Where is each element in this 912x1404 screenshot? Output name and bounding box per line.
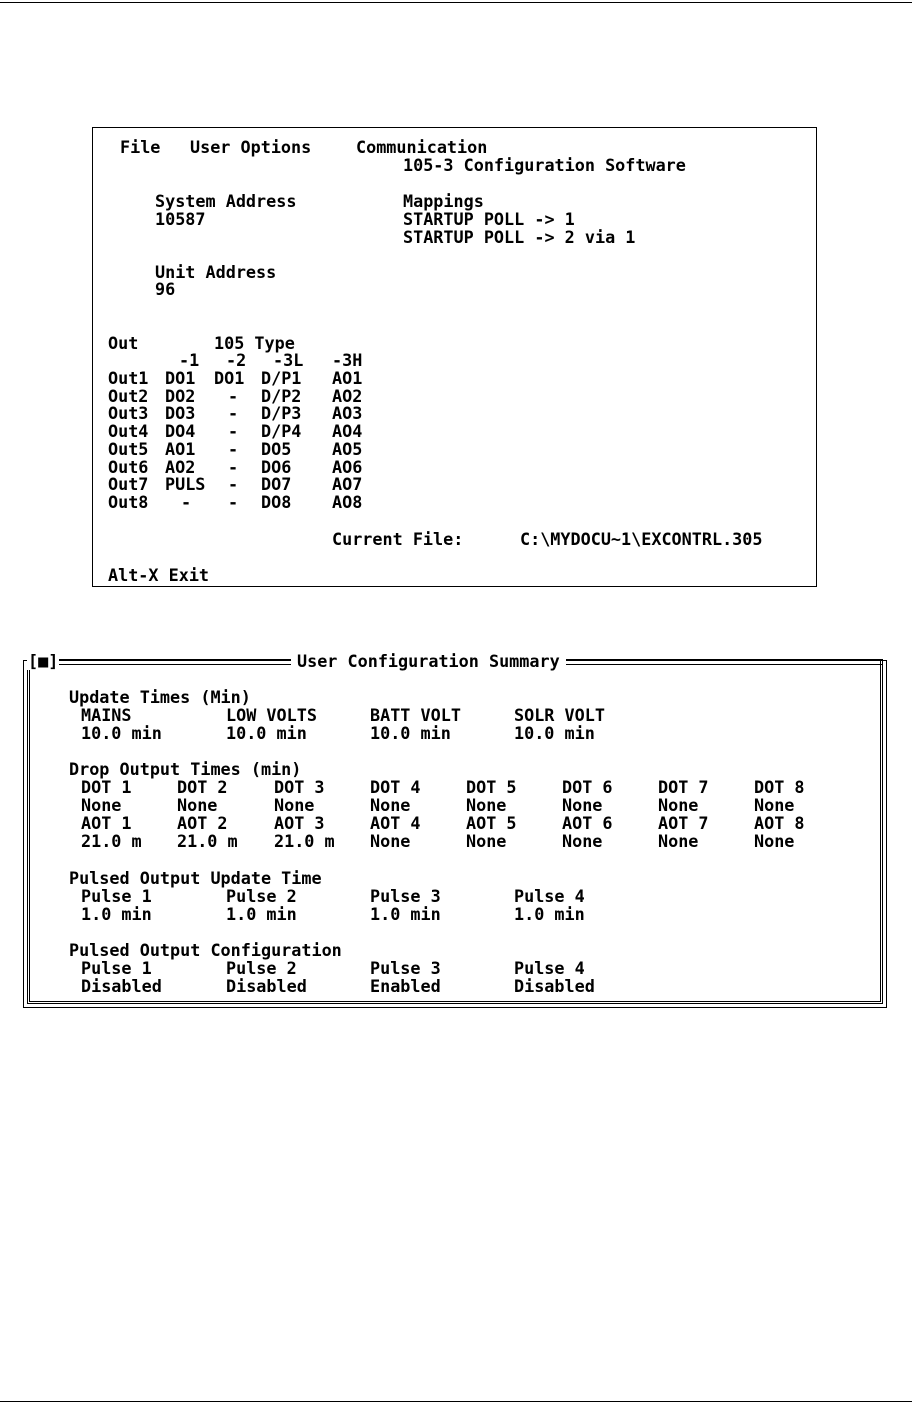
- summary-label: DOT 1: [81, 777, 132, 797]
- summary-value: None: [370, 831, 411, 851]
- out-row-label: Out7: [108, 474, 149, 495]
- summary-value: None: [562, 795, 603, 815]
- type-cell: AO7: [332, 474, 363, 495]
- summary-value: None: [466, 831, 507, 851]
- bottom-rule: [0, 1401, 912, 1402]
- out-row-label: Out5: [108, 438, 149, 459]
- summary-label: BATT VOLT: [370, 705, 461, 725]
- summary-value: 21.0 m: [81, 831, 142, 851]
- summary-label: AOT 7: [658, 813, 709, 833]
- type-cell: AO3: [332, 403, 363, 424]
- type-cell: -: [228, 456, 239, 477]
- summary-label: SOLR VOLT: [514, 705, 605, 725]
- summary-value: 1.0 min: [226, 904, 297, 924]
- type-cell: D/P3: [261, 403, 302, 424]
- type-cell: DO7: [261, 474, 292, 495]
- type-cell: AO2: [165, 456, 196, 477]
- summary-label: LOW VOLTS: [226, 705, 317, 725]
- summary-label: Pulse 4: [514, 958, 585, 978]
- summary-value: None: [562, 831, 603, 851]
- type-cell: -: [228, 421, 239, 442]
- type-cell: AO2: [332, 385, 363, 406]
- type-cell: DO8: [261, 491, 292, 512]
- summary-label: AOT 8: [754, 813, 805, 833]
- menu-file[interactable]: File: [120, 137, 161, 157]
- exit-hint[interactable]: Alt-X Exit: [108, 565, 210, 585]
- summary-value: None: [754, 831, 795, 851]
- summary-value: None: [177, 795, 218, 815]
- summary-label: DOT 6: [562, 777, 613, 797]
- type-cell: -: [228, 474, 239, 495]
- type-cell: AO6: [332, 456, 363, 477]
- type-cell: DO3: [165, 403, 196, 424]
- type-cell: D/P1: [261, 368, 302, 388]
- summary-label: DOT 7: [658, 777, 709, 797]
- summary-value: 10.0 min: [226, 723, 307, 743]
- config-screen: [92, 127, 817, 587]
- column-header: -1: [179, 350, 200, 370]
- summary-window: [23, 650, 887, 1008]
- summary-value: None: [658, 795, 699, 815]
- pulse-config-heading: Pulsed Output Configuration: [69, 940, 342, 960]
- summary-value: 10.0 min: [81, 723, 162, 743]
- summary-value: Enabled: [370, 976, 441, 996]
- type-cell: AO5: [332, 438, 363, 459]
- type-cell: AO1: [165, 438, 196, 459]
- summary-value: None: [466, 795, 507, 815]
- summary-label: AOT 6: [562, 813, 613, 833]
- summary-value: None: [658, 831, 699, 851]
- type-cell: AO4: [332, 421, 363, 442]
- summary-label: Pulse 1: [81, 958, 152, 978]
- summary-label: DOT 3: [274, 777, 325, 797]
- out-row-label: Out6: [108, 456, 149, 477]
- summary-value: None: [274, 795, 315, 815]
- out-row-label: Out1: [108, 368, 149, 388]
- type-cell: DO2: [165, 385, 196, 406]
- unit-address-label: Unit Address: [155, 262, 277, 282]
- summary-value: 21.0 m: [177, 831, 238, 851]
- current-file-label: Current File:: [332, 529, 464, 549]
- mappings-label: Mappings: [403, 191, 484, 211]
- unit-address-value: 96: [155, 279, 176, 299]
- summary-value: 1.0 min: [370, 904, 441, 924]
- summary-value: Disabled: [226, 976, 307, 996]
- summary-label: MAINS: [81, 705, 132, 725]
- out-row-label: Out3: [108, 403, 149, 424]
- out-row-label: Out4: [108, 421, 149, 442]
- out-header: Out: [108, 333, 139, 353]
- summary-label: Pulse 1: [81, 886, 152, 906]
- type-cell: D/P2: [261, 385, 302, 406]
- summary-label: DOT 2: [177, 777, 228, 797]
- type-cell: -: [228, 403, 239, 424]
- column-header: -2: [226, 350, 247, 370]
- summary-value: Disabled: [81, 976, 162, 996]
- summary-value: 10.0 min: [370, 723, 451, 743]
- summary-label: AOT 4: [370, 813, 421, 833]
- summary-value: 10.0 min: [514, 723, 595, 743]
- summary-value: 1.0 min: [514, 904, 585, 924]
- type-cell: DO1: [214, 368, 245, 388]
- summary-value: None: [370, 795, 411, 815]
- summary-value: None: [81, 795, 122, 815]
- summary-label: Pulse 2: [226, 958, 297, 978]
- summary-label: DOT 8: [754, 777, 805, 797]
- menu-user-options[interactable]: User Options: [190, 137, 312, 157]
- type-cell: D/P4: [261, 421, 302, 442]
- type-cell: -: [228, 385, 239, 406]
- summary-label: Pulse 2: [226, 886, 297, 906]
- type-cell: PULS: [165, 474, 206, 495]
- mapping-item: STARTUP POLL -> 1: [403, 209, 575, 229]
- summary-value: 21.0 m: [274, 831, 335, 851]
- out-row-label: Out2: [108, 385, 149, 406]
- app-title: 105-3 Configuration Software: [403, 155, 686, 175]
- type-cell: -: [228, 438, 239, 459]
- type-cell: AO8: [332, 491, 363, 512]
- summary-label: Pulse 3: [370, 958, 441, 978]
- close-box-icon[interactable]: [■]: [28, 651, 59, 671]
- update-times-heading: Update Times (Min): [69, 687, 251, 707]
- type-cell: DO5: [261, 438, 292, 459]
- type-cell: DO6: [261, 456, 292, 477]
- type-cell: DO1: [165, 368, 196, 388]
- type-header: 105 Type: [214, 333, 295, 353]
- type-cell: -: [228, 491, 239, 512]
- pulse-update-heading: Pulsed Output Update Time: [69, 868, 322, 888]
- system-address-value: 10587: [155, 209, 206, 229]
- type-cell: -: [181, 491, 192, 512]
- summary-label: DOT 4: [370, 777, 421, 797]
- summary-label: Pulse 3: [370, 886, 441, 906]
- summary-label: Pulse 4: [514, 886, 585, 906]
- type-cell: DO4: [165, 421, 196, 442]
- summary-label: AOT 3: [274, 813, 325, 833]
- column-header: -3L: [273, 350, 304, 370]
- summary-label: AOT 2: [177, 813, 228, 833]
- summary-value: 1.0 min: [81, 904, 152, 924]
- top-rule: [0, 2, 912, 3]
- column-header: -3H: [332, 350, 363, 370]
- summary-value: None: [754, 795, 795, 815]
- out-row-label: Out8: [108, 491, 149, 512]
- system-address-label: System Address: [155, 191, 297, 211]
- window-title: User Configuration Summary: [291, 652, 566, 670]
- drop-output-heading: Drop Output Times (min): [69, 759, 302, 779]
- current-file-path: C:\MYDOCU~1\EXCONTRL.305: [520, 529, 763, 549]
- summary-label: AOT 1: [81, 813, 132, 833]
- summary-label: AOT 5: [466, 813, 517, 833]
- summary-label: DOT 5: [466, 777, 517, 797]
- summary-value: Disabled: [514, 976, 595, 996]
- mapping-item: STARTUP POLL -> 2 via 1: [403, 227, 636, 247]
- type-cell: AO1: [332, 368, 363, 388]
- menu-communication[interactable]: Communication: [356, 137, 488, 157]
